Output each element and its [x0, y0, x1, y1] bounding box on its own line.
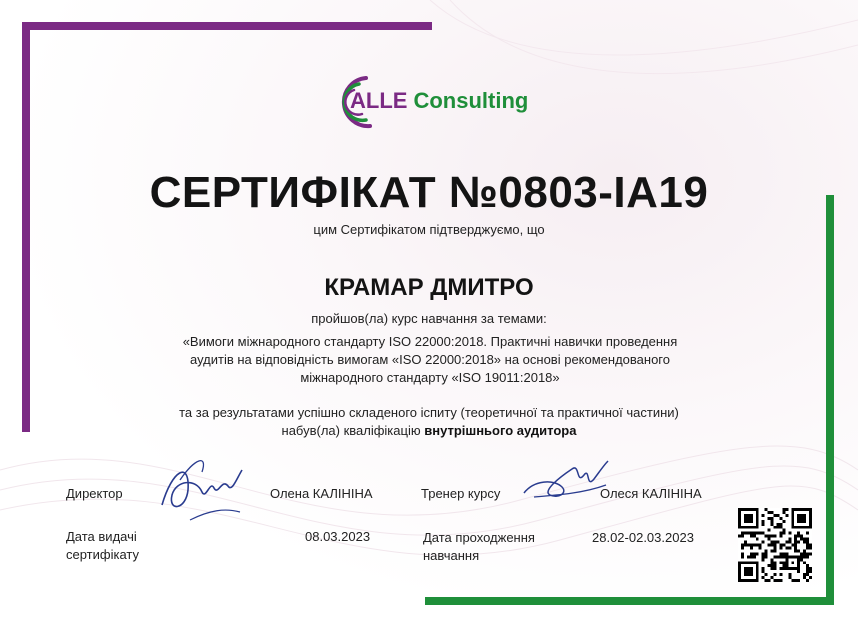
issue-date-label-line: сертифікату [66, 547, 139, 562]
issue-date-label [66, 528, 139, 564]
green-frame-right [826, 195, 834, 605]
course-topic-line: аудитів на відповідність вимогам «ISO 22000:2018» на основі рекомендованого [190, 352, 670, 367]
course-topic-line: «Вимоги міжнародного стандарту ISO 22000:2018. Практичні навички проведення [182, 334, 678, 349]
qr-code-icon [738, 508, 812, 582]
exam-result [0, 404, 858, 440]
exam-result-line: та за результатами успішно складеного іспиту (теоретичної та практичної частини) [179, 405, 679, 420]
course-topic [120, 333, 740, 387]
director-signature [150, 450, 250, 530]
issue-date: 08.03.2023 [305, 529, 371, 544]
director-label: Директор [66, 486, 123, 501]
training-dates: 28.02-02.03.2023 [592, 530, 694, 545]
trainer-label: Тренер курсу [421, 486, 501, 501]
issue-date-label-line: Дата видачі [66, 529, 137, 544]
logo-brand: ALLE [350, 88, 408, 113]
training-date-label-line: навчання [423, 548, 480, 563]
logo-suffix: Consulting [413, 88, 529, 113]
qualification-prefix: набув(ла) кваліфікацію [281, 423, 425, 438]
logo-wordmark [350, 88, 528, 114]
purple-frame-top [22, 22, 432, 30]
qualification-line [0, 422, 858, 440]
certificate-title: СЕРТИФІКАТ №0803-ІА19 [149, 168, 709, 217]
trainer-name: Олеся КАЛІНІНА [600, 486, 702, 501]
training-date-label [423, 529, 535, 565]
qualification-title: внутрішнього аудитора [424, 423, 577, 438]
trainer-signature [514, 455, 614, 510]
certificate-subtitle: цим Сертифікатом підтверджуємо, що [313, 222, 545, 237]
training-date-label-line: Дата проходження [423, 530, 535, 545]
holder-name: КРАМАР ДМИТРО [324, 274, 534, 301]
course-topic-line: міжнародного стандарту «ISO 19011:2018» [300, 370, 560, 385]
director-name: Олена КАЛІНІНА [270, 486, 373, 501]
green-frame-bottom [425, 597, 834, 605]
passed-course-text: пройшов(ла) курс навчання за темами: [311, 311, 547, 326]
